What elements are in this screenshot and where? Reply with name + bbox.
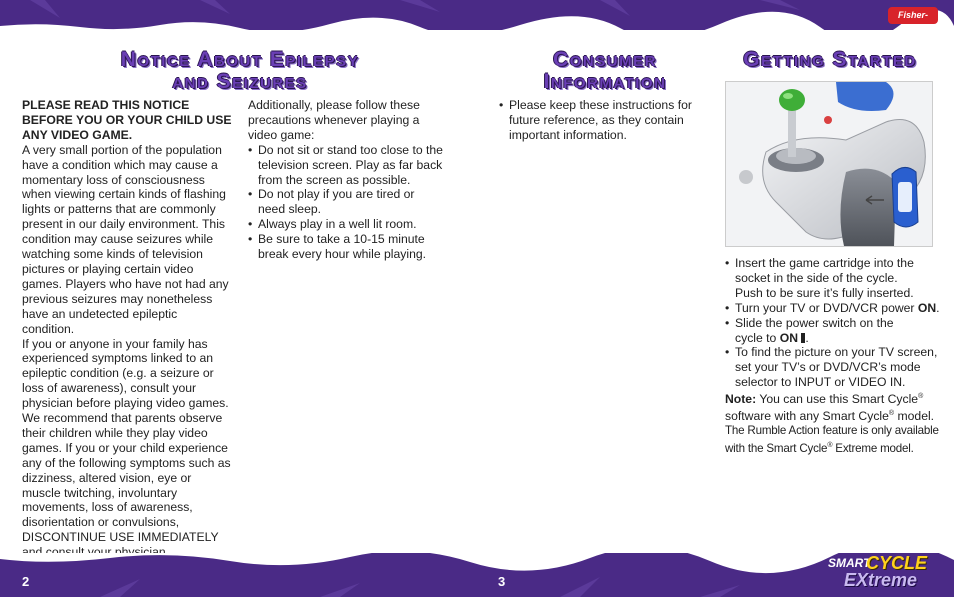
top-band	[0, 0, 954, 30]
getting-started-list	[725, 256, 940, 390]
logo-word-cycle: CYCLE	[866, 553, 928, 573]
precautions-intro: Additionally, please follow these precautions whenever playing a video game:	[248, 98, 420, 142]
list-item: • To find the picture on your TV screen, set your TV’s or DVD/VCR’s mode selector to INPUT or VIDEO IN.	[725, 345, 940, 390]
step-bold: ON	[779, 330, 798, 345]
logo-word-smart: SMART	[828, 556, 871, 570]
page-number-left: 2	[22, 574, 30, 589]
bottom-band	[0, 553, 954, 597]
note	[725, 390, 940, 457]
cycle-photo	[725, 81, 933, 247]
epilepsy-heading-line2: and Seizures	[172, 70, 308, 93]
step-text: .	[936, 300, 940, 315]
list-item	[725, 316, 915, 346]
epilepsy-heading-line1: Notice About Epilepsy	[120, 48, 360, 71]
top-band-texture	[0, 0, 954, 30]
note-label: Note:	[725, 392, 757, 407]
precautions	[248, 98, 458, 262]
list-item: • Always play in a well lit room.	[248, 217, 458, 232]
list-item: • Do not play if you are tired or need sleep.	[248, 187, 428, 217]
consumer-heading	[520, 49, 690, 93]
epilepsy-body-2: If you or anyone in your family has experienced symptoms linked to an epileptic condition (e.g. a seizure or loss of awareness), consult your physician before playing video games.	[22, 336, 229, 411]
epilepsy-notice	[22, 98, 232, 560]
smart-cycle-extreme-logo	[826, 553, 946, 597]
getting-started-heading-text: Getting Started	[743, 48, 917, 71]
bottom-band-texture	[0, 553, 954, 597]
step-text: Turn your TV or DVD/VCR power	[735, 300, 918, 315]
epilepsy-body: A very small portion of the population have a condition which may cause a momentary loss of consciousness when viewing certain kinds of flashing lights or patterns that are commonly present in our daily environment. This condition may cause seizures while watching some kinds of television pictures or playing certain video games. Players who have not had any previous seizures may nonetheless have an undetected epileptic condition.	[22, 142, 229, 336]
list-item: • Insert the game cartridge into the socket in the side of the cycle. Push to be sure it’s fully inserted.	[725, 256, 925, 301]
list-item: • Be sure to take a 10-15 minute break every hour while playing.	[248, 232, 458, 262]
getting-started-heading	[725, 49, 935, 71]
logo-word-extreme: EXtreme	[844, 570, 918, 590]
step-text: .	[805, 330, 809, 345]
consumer-list	[499, 98, 694, 143]
note-text: You can use this Smart Cycle	[756, 392, 919, 407]
list-item: • Do not sit or stand too close to the television screen. Play as far back from the screen as possible.	[248, 143, 458, 188]
note-text: software with any Smart Cycle	[725, 409, 889, 424]
note-text: The Rumble Action feature is only available with the Smart Cycle	[725, 424, 939, 455]
note-text: model.	[894, 409, 935, 424]
cycle-illustration	[726, 82, 932, 246]
consumer-heading-line2: Information	[543, 70, 667, 93]
fisher-price-logo: Fisher-Price	[888, 7, 938, 24]
epilepsy-heading	[90, 49, 390, 93]
epilepsy-body-3: We recommend that parents observe their children while they play video games. If you or your child experience any of the following symptoms such as dizziness, altered vision, eye or muscle twitching, involuntary movements, loss of awareness, disorientation or convulsions, DISCONTINUE USE IMMEDIATELY	[22, 411, 231, 545]
precautions-list	[248, 143, 458, 262]
registered-mark: ®	[888, 410, 895, 418]
registered-mark: ®	[827, 442, 833, 449]
list-item	[725, 301, 940, 316]
step-bold: ON	[917, 300, 937, 315]
step-text: Slide the power switch on the cycle to	[735, 315, 894, 345]
getting-started-steps	[725, 256, 940, 457]
consumer-info	[499, 98, 694, 143]
epilepsy-intro: PLEASE READ THIS NOTICE BEFORE YOU OR YOUR CHILD USE ANY VIDEO GAME.	[22, 98, 232, 142]
page-number-right: 3	[498, 574, 506, 589]
note-rumble	[725, 424, 940, 457]
note-text: Extreme model.	[832, 441, 914, 455]
consumer-heading-line1: Consumer	[553, 48, 657, 71]
list-item: • Please keep these instructions for future reference, as they contain important information.	[499, 98, 694, 143]
registered-mark: ®	[918, 393, 924, 401]
